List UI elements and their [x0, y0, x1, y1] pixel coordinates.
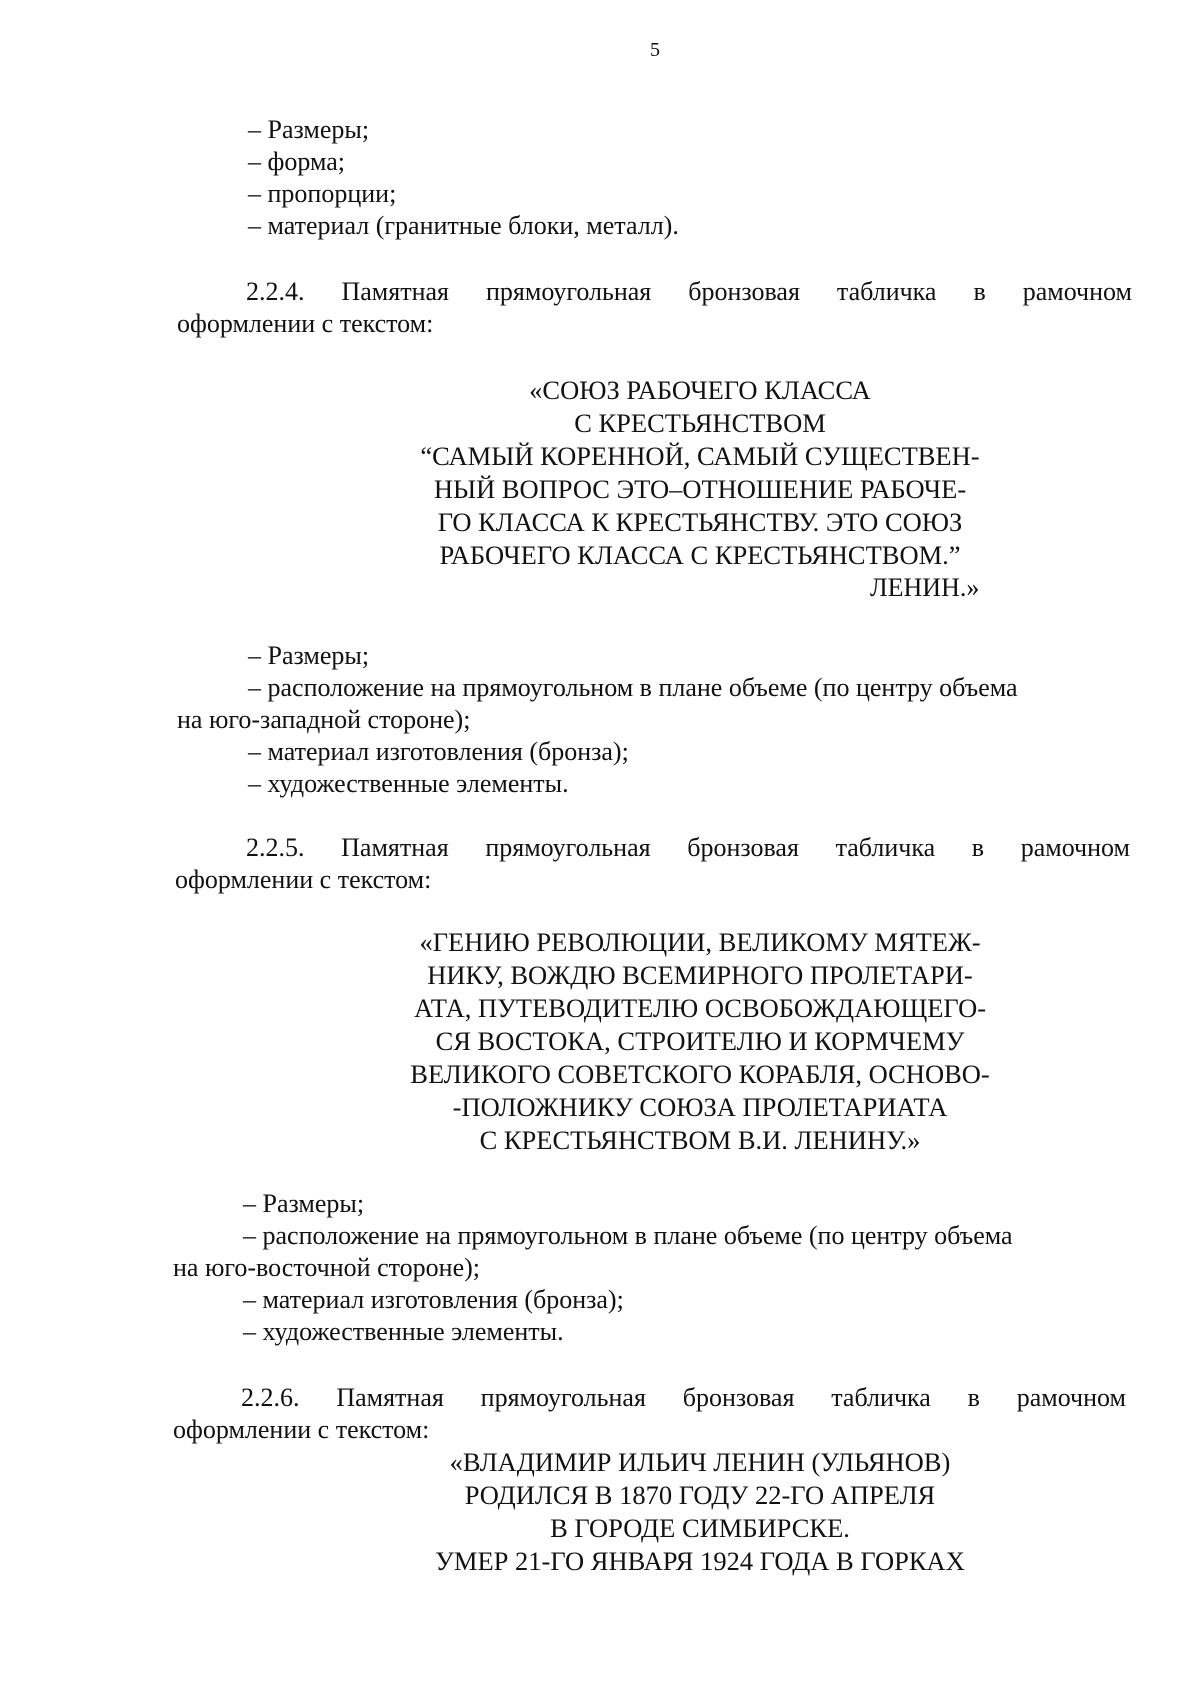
- section-224-signature: ЛЕНИН.»: [870, 573, 980, 602]
- section-225-item-location-cont: на юго-восточной стороне);: [173, 1253, 480, 1282]
- quote-line: РАБОЧЕГО КЛАССА С КРЕСТЬЯНСТВОМ.”: [439, 540, 961, 570]
- quote-line: СЯ ВОСТОКА, СТРОИТЕЛЮ И КОРМЧЕМУ: [435, 1026, 965, 1056]
- list-item-material: – материал (гранитные блоки, металл).: [248, 211, 679, 240]
- section-224-heading: 2.2.4. Памятная прямоугольная бронзовая табличка в рамочном: [246, 277, 1132, 306]
- quote-line: «СОЮЗ РАБОЧЕГО КЛАССА: [529, 375, 871, 405]
- page-number: 5: [650, 39, 660, 61]
- quote-line: -ПОЛОЖНИКУ СОЮЗА ПРОЛЕТАРИАТА: [452, 1092, 948, 1122]
- section-224-item-material: – материал изготовления (бронза);: [248, 737, 629, 766]
- quote-line: НИКУ, ВОЖДЮ ВСЕМИРНОГО ПРОЛЕТАРИ-: [427, 960, 973, 990]
- quote-line: РОДИЛСЯ В 1870 ГОДУ 22-ГО АПРЕЛЯ: [464, 1480, 936, 1510]
- quote-line: С КРЕСТЬЯНСТВОМ В.И. ЛЕНИНУ.»: [479, 1125, 921, 1155]
- quote-line: НЫЙ ВОПРОС ЭТО–ОТНОШЕНИЕ РАБОЧЕ-: [433, 474, 967, 504]
- section-224-item-location: – расположение на прямоугольном в плане объеме (по центру объема: [248, 673, 1018, 702]
- section-225-item-material: – материал изготовления (бронза);: [243, 1285, 624, 1314]
- list-item-sizes: – Размеры;: [248, 115, 370, 144]
- list-item-form: – форма;: [248, 147, 345, 176]
- section-224-heading-cont: оформлении с текстом:: [177, 309, 434, 338]
- section-226-plaque-text: [380, 1446, 1020, 1578]
- quote-line: УМЕР 21-ГО ЯНВАРЯ 1924 ГОДА В ГОРКАХ: [435, 1546, 965, 1576]
- section-224-item-location-cont: на юго-западной стороне);: [177, 705, 471, 734]
- quote-line: «ВЛАДИМИР ИЛЬИЧ ЛЕНИН (УЛЬЯНОВ): [449, 1447, 951, 1477]
- section-225-plaque-text: [350, 926, 1050, 1157]
- section-225-heading-cont: оформлении с текстом:: [175, 865, 432, 894]
- list-item-proportions: – пропорции;: [248, 179, 397, 208]
- section-224-item-art: – художественные элементы.: [248, 769, 569, 798]
- section-225-heading: 2.2.5. Памятная прямоугольная бронзовая табличка в рамочном: [246, 833, 1130, 862]
- section-225-item-location: – расположение на прямоугольном в плане объеме (по центру объема: [243, 1221, 1013, 1250]
- section-224-item-size: – Размеры;: [248, 641, 370, 670]
- quote-line: ВЕЛИКОГО СОВЕТСКОГО КОРАБЛЯ, ОСНОВО-: [410, 1059, 990, 1089]
- section-226-heading-cont: оформлении с текстом:: [173, 1415, 430, 1444]
- quote-line: «ГЕНИЮ РЕВОЛЮЦИИ, ВЕЛИКОМУ МЯТЕЖ-: [419, 927, 981, 957]
- section-226-heading: 2.2.6. Памятная прямоугольная бронзовая табличка в рамочном: [241, 1383, 1126, 1412]
- section-225-item-art: – художественные элементы.: [243, 1317, 564, 1346]
- quote-line: АТА, ПУТЕВОДИТЕЛЮ ОСВОБОЖДАЮЩЕГО-: [413, 993, 987, 1023]
- quote-line: “САМЫЙ КОРЕННОЙ, САМЫЙ СУЩЕСТВЕН-: [420, 441, 980, 471]
- section-224-plaque-text: [400, 374, 1000, 572]
- quote-line: ГО КЛАССА К КРЕСТЬЯНСТВУ. ЭТО СОЮЗ: [437, 507, 963, 537]
- quote-line: С КРЕСТЬЯНСТВОМ: [574, 408, 826, 438]
- quote-line: В ГОРОДЕ СИМБИРСКЕ.: [550, 1513, 850, 1543]
- section-225-item-size: – Размеры;: [243, 1189, 365, 1218]
